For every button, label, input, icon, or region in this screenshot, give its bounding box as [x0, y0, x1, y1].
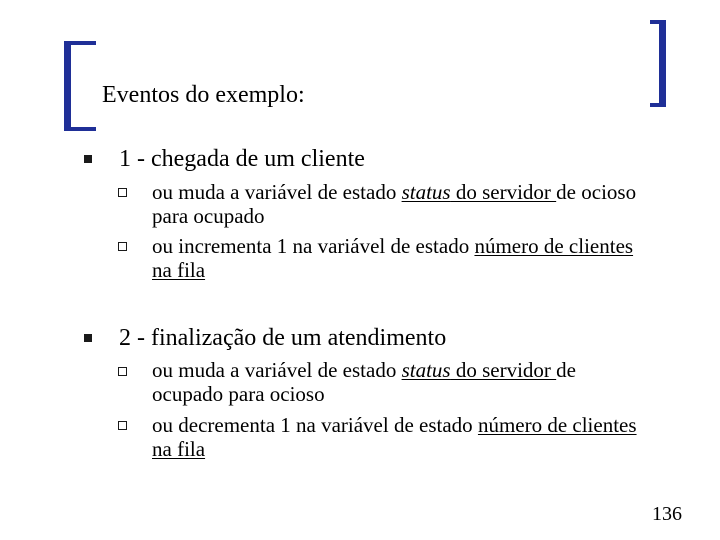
term-continuation: do servidor — [450, 358, 557, 382]
item-text-end: de ocioso para ocupado — [152, 180, 637, 228]
item-text: ou incrementa 1 na variável de estado — [152, 234, 475, 258]
underlined-term: número de clientes na fila — [152, 413, 637, 461]
sub-bullet-square — [118, 421, 127, 430]
sub-bullet-square — [118, 367, 127, 376]
list-item — [152, 234, 652, 282]
list-item — [152, 358, 652, 406]
italic-term: status — [401, 180, 451, 204]
bullet-square — [84, 334, 92, 342]
underlined-term — [402, 358, 557, 382]
underlined-term: número de clientes na fila — [152, 234, 634, 282]
item-text: ou muda a variável de estado — [152, 180, 402, 204]
section-heading: 1 - chegada de um cliente — [119, 146, 365, 172]
section-heading: 2 - finalização de um atendimento — [119, 325, 447, 351]
underlined-term — [402, 180, 557, 204]
sub-bullet-square — [118, 188, 127, 197]
list-item — [152, 413, 652, 461]
term-continuation: do servidor — [450, 180, 557, 204]
bullet-square — [84, 155, 92, 163]
item-text: ou decrementa 1 na variável de estado — [152, 413, 478, 437]
list-item — [152, 180, 652, 228]
slide-title: Eventos do exemplo: — [102, 82, 305, 108]
item-text-end: de ocupado para ocioso — [152, 358, 576, 406]
item-text: ou muda a variável de estado — [152, 358, 402, 382]
italic-term: status — [401, 358, 451, 382]
page-number: 136 — [652, 503, 682, 525]
sub-bullet-square — [118, 242, 127, 251]
